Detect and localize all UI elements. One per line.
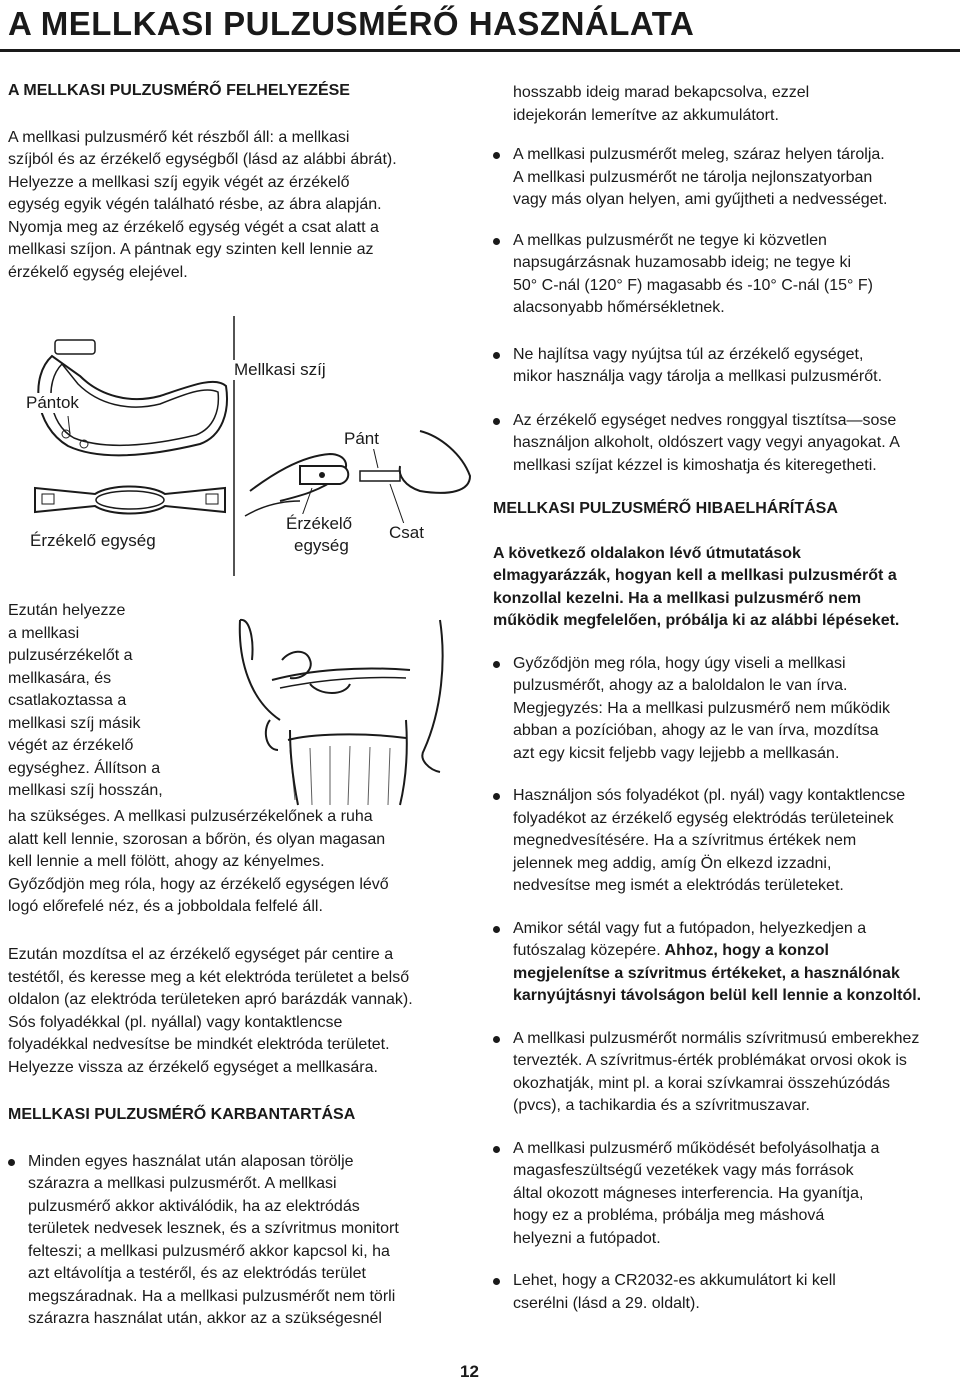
bullet-item (493, 410, 957, 478)
text-line: végét az érzékelő (8, 737, 134, 754)
bullet-item (493, 1270, 957, 1315)
text-line: azt eltávolítja a testéről, és az elektródás terület (28, 1265, 366, 1282)
text-line: idejekorán lemerítve az akkumulátort. (513, 106, 779, 124)
text-line: A mellkasi pulzusmérőt ne tárolja nejlonszatyorban (513, 168, 873, 186)
text-line: szíjból és az érzékelő egységből (lásd az alábbi ábrát). (8, 151, 397, 168)
torso-drawing (210, 600, 470, 810)
text-line: pulzusmérő akkor aktiválódik, ha az elektródás (28, 1197, 360, 1215)
text-line: A mellkasi pulzusmérő működését befolyásolhatja a (513, 1139, 880, 1157)
text-line: Győződjön meg róla, hogy az érzékelő egységen lévő (8, 875, 389, 893)
text-line: cserélni (lásd a 29. oldalt). (513, 1294, 700, 1312)
text-line: oldalon (az elektróda területeken apró barázdák vannak). (8, 991, 413, 1008)
title-rule (0, 49, 960, 52)
text-line: magasfeszültségű vezetékek vagy más források (513, 1162, 854, 1179)
text-line: alatt kell lennie, szorosan a bőrön, és olyan magasan (8, 830, 386, 848)
text-line: helyezni a futópadot. (513, 1229, 661, 1247)
bullet-item (493, 1138, 957, 1251)
label-buckle: Csat (389, 523, 424, 542)
bullet-dot (493, 1146, 500, 1153)
page-title: A MELLKASI PULZUSMÉRŐ HASZNÁLATA (8, 5, 695, 42)
paragraph-electrodes (8, 944, 478, 1079)
section-maintenance (8, 1104, 478, 1331)
bullet-item (493, 653, 957, 766)
text-line: elmagyarázzák, hogyan kell a mellkasi pulzusmérőt a (493, 567, 897, 584)
bullet-dot (493, 661, 500, 668)
text-line: tervezték. A szívritmus-érték problémákat orvosi okok is (513, 1052, 907, 1069)
text-line: alacsonyabb hőmérsékletnek. (513, 299, 725, 316)
bullet-item (493, 230, 957, 320)
text-line: területek nedvesek lesznek, és a szívritmus monitort (28, 1220, 399, 1237)
bullet-dot (493, 1278, 500, 1285)
text-line: mellkasi szíjat kézzel is kimoshatja és kiteregetheti. (513, 456, 877, 474)
text-span-bold: Ahhoz, hogy a konzol (660, 942, 829, 959)
wrap-paragraph-continued (8, 806, 478, 919)
bullet-item (493, 344, 957, 389)
text-line: folyadékkal nedvesítse be mindkét elektróda területet. (8, 1036, 390, 1053)
label-sensor-unit-line1: Érzékelő (286, 514, 353, 533)
label-sensor-unit: Érzékelő egység (30, 531, 156, 550)
wrap-paragraph (8, 600, 218, 803)
text-line: Lehet, hogy a CR2032-es akkumulátort ki kell (513, 1272, 836, 1289)
bullet-dot (493, 352, 500, 359)
text-line: pulzusérzékelőt a (8, 647, 133, 664)
text-line: egységhez. Állítson a (8, 759, 161, 777)
text-line: mellkasi szíj hosszán, (8, 782, 163, 799)
bullet-dot (493, 926, 500, 933)
text-line: (pvcs), a tachikardia és a szívritmuszavar. (513, 1097, 810, 1114)
text-line: megjelenítse a szívritmus értékeket, a használónak (513, 964, 900, 982)
bullet-item (8, 1151, 478, 1331)
text-line: mikor használja vagy tárolja a mellkasi pulzusmérőt. (513, 368, 883, 385)
text-line: Amikor sétál vagy fut a futópadon, helyezkedjen a (513, 919, 867, 937)
text-line: testétől, és keresse meg a két elektróda területet a belső (8, 968, 410, 986)
bullet-dot (8, 1159, 15, 1166)
text-line: vagy más olyan helyen, ami gyűjtheti a nedvességet. (513, 191, 888, 208)
bullet-item (493, 1028, 957, 1118)
text-line: A mellkasi pulzusmérő két részből áll: a mellkasi (8, 128, 350, 146)
text-line: logó előrefelé néz, és a jobboldala felfelé áll. (8, 898, 323, 915)
text-line: kell lennie a mell fölött, ahogy az kényelmes. (8, 853, 325, 870)
text-line: A mellkas pulzusmérőt ne tegye ki közvetlen (513, 231, 827, 249)
text-line: hosszabb ideig marad bekapcsolva, ezzel (513, 84, 810, 101)
text-line: használjon alkoholt, oldószert vagy vegyi anyagokat. A (513, 434, 900, 451)
text-line: Sós folyadékkal (pl. nyállal) vagy kontaktlencse (8, 1013, 343, 1031)
text-line: abban a pozícióban, ahogy az le van írva, mozdítsa (513, 722, 879, 739)
section-heading-placement: A MELLKASI PULZUSMÉRŐ FELHELYEZÉSE (8, 82, 350, 99)
text-line: egység egyik végén található résbe, az ábra alapján. (8, 196, 382, 213)
text-line (513, 940, 957, 963)
text-line: A mellkasi pulzusmérőt normális szívritmusú emberekhez (513, 1029, 920, 1047)
text-line: azt egy kicsit feljebb vagy lejjebb a mellkasán. (513, 744, 840, 762)
text-line: folyadékot az érzékelő egység elektródás területeinek (513, 809, 894, 827)
text-line: karnyújtásnyi távolságon belül kell lennie a konzoltól. (513, 987, 922, 1004)
text-line: okozhatják, mint pl. a korai szívkamrai összehúzódás (513, 1074, 891, 1092)
label-sensor-unit-line2: egység (294, 536, 349, 555)
text-line: Helyezze a mellkasi szíj egyik végét az érzékelő (8, 173, 350, 191)
section-troubleshooting (493, 498, 957, 1315)
text-line: Használjon sós folyadékot (pl. nyál) vagy kontaktlencse (513, 787, 906, 804)
text-line: Győződjön meg róla, hogy úgy viseli a mellkasi (513, 654, 846, 672)
right-column-maintenance (493, 82, 957, 477)
bullet-dot (493, 793, 500, 800)
label-straps: Pántok (26, 393, 79, 412)
text-line: csatlakoztassa a (8, 692, 127, 709)
text-line: Helyezze vissza az érzékelő egységet a mellkasára. (8, 1058, 378, 1076)
text-line: Ezután helyezze (8, 602, 126, 619)
bullet-item (493, 144, 957, 212)
text-line: ha szükséges. A mellkasi pulzusérzékelőnek a ruha (8, 808, 373, 825)
bullet-dot (493, 418, 500, 425)
text-line: Ne hajlítsa vagy nyújtsa túl az érzékelő egységet, (513, 345, 864, 363)
text-line: érzékelő egység elejével. (8, 263, 188, 281)
text-line: pulzusmérőt, ahogy az a baloldalon le van írva. (513, 677, 848, 694)
section-heading-troubleshooting: MELLKASI PULZUSMÉRŐ HIBAELHÁRÍTÁSA (493, 500, 838, 517)
text-line: Ezután mozdítsa el az érzékelő egységet pár centire a (8, 946, 394, 963)
section-heading-maintenance: MELLKASI PULZUSMÉRŐ KARBANTARTÁSA (8, 1106, 356, 1123)
section-placement (8, 80, 478, 284)
bullet-item (493, 918, 957, 1008)
text-line: a mellkasi (8, 624, 80, 642)
bullet-dot (493, 1036, 500, 1043)
text-line: megszáradnak. Ha a mellkasi pulzusmérőt nem törli (28, 1287, 396, 1305)
text-line: szárazra a mellkasi pulzusmérőt. A mellkasi (28, 1175, 337, 1192)
bullet-dot (493, 238, 500, 245)
bullet-dot (493, 152, 500, 159)
text-line: Nyomja meg az érzékelő egység végét a csat alatt a (8, 218, 379, 236)
torso-illustration (210, 600, 470, 810)
text-line: működik megfelelően, próbálja ki az alábbi lépéseket. (493, 612, 900, 629)
text-line: által okozott mágneses interferencia. Ha gyanítja, (513, 1184, 864, 1202)
text-line: nedvesítse meg ismét a elektródás területeket. (513, 877, 844, 894)
text-line: hogy ez a probléma, próbálja meg máshová (513, 1207, 825, 1224)
text-line: Minden egyes használat után alaposan törölje (28, 1152, 354, 1170)
text-line: Az érzékelő egységet nedves ronggyal tisztítsa—sose (513, 411, 897, 429)
label-strap: Pánt (344, 429, 379, 448)
text-line: napsugárzásnak huzamosabb ideig; ne tegye ki (513, 254, 851, 271)
text-span: futószalag közepére. (513, 942, 661, 959)
text-line: megnedvesítésére. Ha a szívritmus értékek nem (513, 832, 857, 849)
text-line: mellkasára, és (8, 669, 112, 687)
bullet-item (493, 785, 957, 898)
text-line: szárazra használat után, akkor az a szükségesnél (28, 1310, 382, 1327)
text-line: 50° C-nál (120° F) magasabb és -10° C-nál (15° F) (513, 276, 873, 294)
text-line: felteszi; a mellkasi pulzusmérő akkor kapcsol ki, ha (28, 1242, 390, 1260)
chest-strap-diagram (0, 316, 500, 576)
text-line: mellkasi szíj másik (8, 714, 141, 732)
text-line: mellkasi szíjon. A pántnak egy szinten kell lennie az (8, 241, 374, 258)
text-line: jelennek meg addig, amíg Ön elkezd izzadni, (513, 854, 832, 872)
text-line: konzollal kezelni. Ha a mellkasi pulzusmérő nem (493, 589, 862, 607)
text-line: A következő oldalakon lévő útmutatások (493, 544, 801, 562)
text-line: Megjegyzés: Ha a mellkasi pulzusmérő nem működik (513, 699, 891, 717)
page-number: 12 (460, 1362, 479, 1381)
text-line: A mellkasi pulzusmérőt meleg, száraz helyen tárolja. (513, 146, 885, 163)
label-chest-strap: Mellkasi szíj (234, 360, 326, 379)
